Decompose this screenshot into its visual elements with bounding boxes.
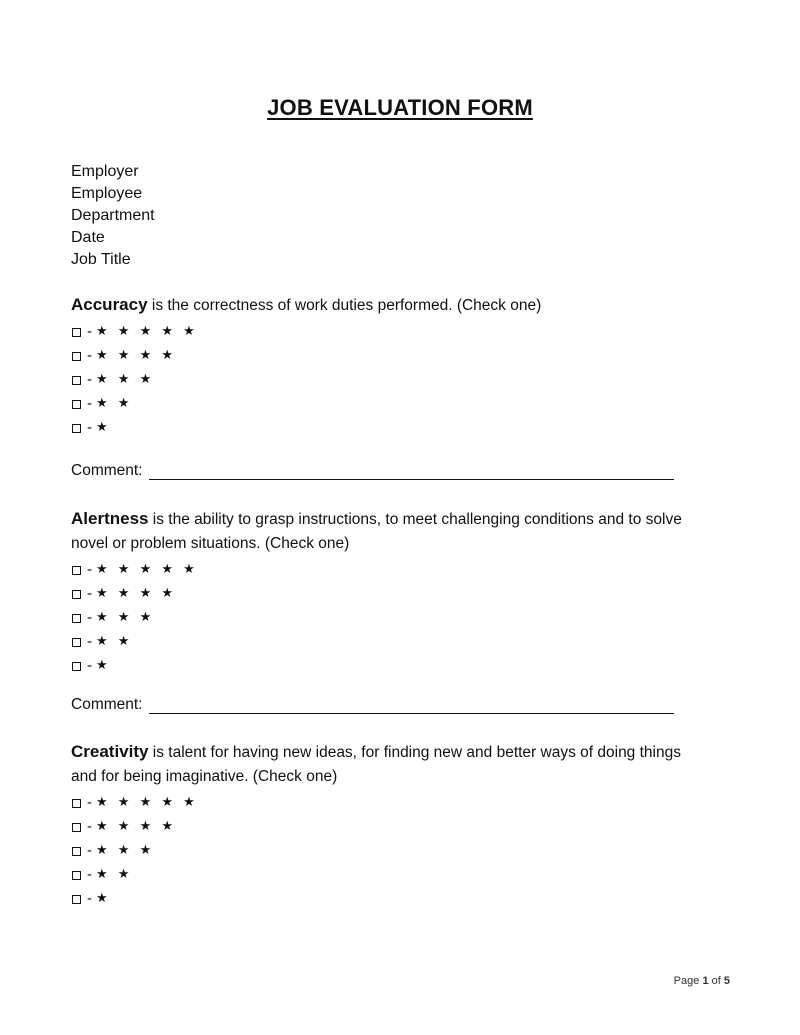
option-dash: - bbox=[87, 794, 92, 811]
star-rating: ★ ★ bbox=[96, 634, 133, 649]
checkbox-icon[interactable] bbox=[72, 895, 81, 904]
field-date: Date bbox=[71, 229, 105, 246]
checkbox-icon[interactable] bbox=[72, 376, 81, 385]
rating-option-4[interactable] bbox=[71, 582, 711, 606]
page-number bbox=[674, 975, 730, 987]
section-description: is the ability to grasp instructions, to meet challenging conditions and to solve novel or problem situations. (Check one) bbox=[71, 511, 682, 552]
star-rating: ★ ★ ★ ★ ★ bbox=[96, 324, 198, 339]
field-employer: Employer bbox=[71, 163, 139, 180]
of-word: of bbox=[711, 975, 721, 987]
option-dash: - bbox=[87, 419, 92, 436]
checkbox-icon[interactable] bbox=[72, 799, 81, 808]
rating-option-4[interactable] bbox=[71, 815, 711, 839]
rating-option-5[interactable] bbox=[71, 320, 711, 344]
section-creativity bbox=[71, 740, 711, 911]
section-intro bbox=[71, 507, 711, 556]
rating-option-5[interactable] bbox=[71, 558, 711, 582]
star-rating: ★ ★ ★ ★ ★ bbox=[96, 562, 198, 577]
checkbox-icon[interactable] bbox=[72, 847, 81, 856]
checkbox-icon[interactable] bbox=[72, 638, 81, 647]
star-rating: ★ bbox=[96, 658, 111, 673]
option-dash: - bbox=[87, 890, 92, 907]
comment-input-line[interactable] bbox=[149, 465, 674, 480]
option-dash: - bbox=[87, 323, 92, 340]
header-fields bbox=[71, 161, 155, 271]
section-intro bbox=[71, 740, 711, 789]
checkbox-icon[interactable] bbox=[72, 352, 81, 361]
comment-accuracy bbox=[71, 462, 674, 480]
star-rating: ★ ★ ★ bbox=[96, 610, 155, 625]
star-rating: ★ ★ ★ bbox=[96, 372, 155, 387]
rating-option-4[interactable] bbox=[71, 344, 711, 368]
option-dash: - bbox=[87, 395, 92, 412]
current-page: 1 bbox=[702, 975, 709, 987]
section-term: Alertness bbox=[71, 509, 149, 528]
section-alertness bbox=[71, 507, 711, 678]
rating-option-3[interactable] bbox=[71, 839, 711, 863]
comment-alertness bbox=[71, 696, 674, 714]
checkbox-icon[interactable] bbox=[72, 328, 81, 337]
rating-option-3[interactable] bbox=[71, 606, 711, 630]
section-term: Accuracy bbox=[71, 295, 148, 314]
star-rating: ★ ★ ★ ★ bbox=[96, 819, 177, 834]
checkbox-icon[interactable] bbox=[72, 662, 81, 671]
option-dash: - bbox=[87, 866, 92, 883]
star-rating: ★ ★ bbox=[96, 867, 133, 882]
field-job-title: Job Title bbox=[71, 251, 131, 268]
comment-input-line[interactable] bbox=[149, 699, 674, 714]
option-dash: - bbox=[87, 633, 92, 650]
section-accuracy bbox=[71, 293, 711, 440]
option-dash: - bbox=[87, 842, 92, 859]
option-dash: - bbox=[87, 347, 92, 364]
rating-option-1[interactable] bbox=[71, 654, 711, 678]
rating-option-2[interactable] bbox=[71, 630, 711, 654]
checkbox-icon[interactable] bbox=[72, 823, 81, 832]
checkbox-icon[interactable] bbox=[72, 566, 81, 575]
field-employee: Employee bbox=[71, 185, 143, 202]
rating-option-5[interactable] bbox=[71, 791, 711, 815]
checkbox-icon[interactable] bbox=[72, 614, 81, 623]
option-dash: - bbox=[87, 371, 92, 388]
rating-option-2[interactable] bbox=[71, 863, 711, 887]
checkbox-icon[interactable] bbox=[72, 400, 81, 409]
star-rating: ★ ★ bbox=[96, 396, 133, 411]
star-rating: ★ ★ ★ ★ ★ bbox=[96, 795, 198, 810]
rating-option-1[interactable] bbox=[71, 887, 711, 911]
option-dash: - bbox=[87, 561, 92, 578]
rating-option-2[interactable] bbox=[71, 392, 711, 416]
section-intro bbox=[71, 293, 711, 318]
total-pages: 5 bbox=[723, 975, 730, 987]
star-rating: ★ ★ ★ ★ bbox=[96, 348, 177, 363]
rating-option-1[interactable] bbox=[71, 416, 711, 440]
star-rating: ★ bbox=[96, 891, 111, 906]
comment-label: Comment: bbox=[71, 462, 143, 479]
field-department: Department bbox=[71, 207, 155, 224]
section-term: Creativity bbox=[71, 742, 149, 761]
form-title: JOB EVALUATION FORM bbox=[267, 95, 533, 120]
option-dash: - bbox=[87, 657, 92, 674]
star-rating: ★ ★ ★ ★ bbox=[96, 586, 177, 601]
star-rating: ★ ★ ★ bbox=[96, 843, 155, 858]
star-rating: ★ bbox=[96, 420, 111, 435]
comment-label: Comment: bbox=[71, 696, 143, 713]
option-dash: - bbox=[87, 609, 92, 626]
rating-option-3[interactable] bbox=[71, 368, 711, 392]
section-description: is talent for having new ideas, for finding new and better ways of doing things and for being imaginative. (Check one) bbox=[71, 744, 681, 785]
option-dash: - bbox=[87, 818, 92, 835]
checkbox-icon[interactable] bbox=[72, 871, 81, 880]
page-word: Page bbox=[673, 975, 700, 987]
checkbox-icon[interactable] bbox=[72, 424, 81, 433]
checkbox-icon[interactable] bbox=[72, 590, 81, 599]
option-dash: - bbox=[87, 585, 92, 602]
section-description: is the correctness of work duties performed. (Check one) bbox=[147, 297, 542, 314]
